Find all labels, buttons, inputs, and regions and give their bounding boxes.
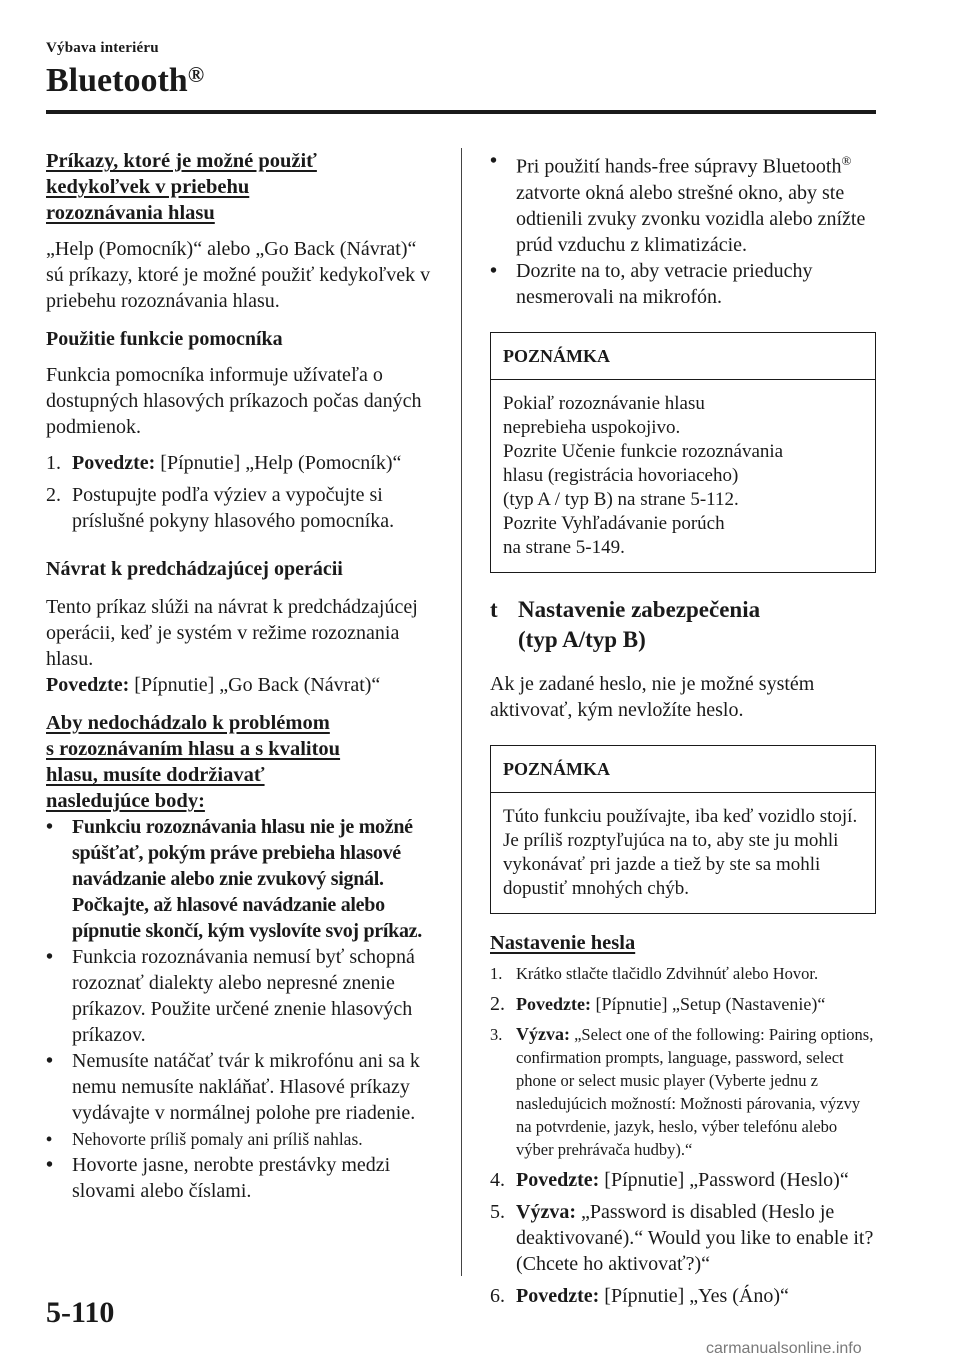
note-heading: POZNÁMKA [491, 746, 875, 793]
list-item: • Dozrite na to, aby vetracie prieduchy nesmerovali na mikrofón. [490, 259, 813, 308]
paragraph-password-intro: Ak je zadané heslo, nie je možné systém aktivovať, kým nevložíte heslo. [490, 672, 815, 721]
header-rule [46, 110, 876, 114]
say-go-back: Povedzte: [Pípnutie] „Go Back (Návrat)“ [46, 674, 381, 696]
step-item: 5. Výzva: „Password is disabled (Heslo je deaktivované).“ Would you like to enable it? (Chcete ho aktivovať?)“ [490, 1200, 874, 1275]
section-marker-icon: t [490, 596, 498, 622]
section-title-security: t Nastavenie zabezpečenia (typ A/typ B) [490, 595, 876, 655]
paragraph-go-back: Tento príkaz slúži na návrat k predchádzajúcej operácii, keď je systém v režime rozoznania hlasu. [46, 596, 418, 670]
page-number: 5-110 [46, 1296, 115, 1329]
column-divider [461, 148, 462, 1276]
note-body: Pokiaľ rozoznávanie hlasu neprebieha uspokojivo. Pozrite Učenie funkcie rozoznávania hlasu (registrácia hovoriaceho) (typ A / typ B) na strane 5-112. Pozrite Vyhľadávanie porúch na strane 5-149. [503, 392, 784, 558]
left-column [46, 148, 438, 1204]
list-item: • Nemusíte natáčať tvár k mikrofónu ani sa k nemu nemusíte nakláňať. Hlasové príkazy vydávajte v normálnej polohe pre riadenie. [46, 1050, 420, 1124]
paragraph-help-function: Funkcia pomocníka informuje užívateľa o dostupných hlasových príkazoch počas daných podmienok. [46, 364, 422, 438]
list-item: • Funkciu rozoznávania hlasu nie je možné spúšťať, pokým práve prebieha hlasové navádzanie alebo znie zvukový signál. Počkajte, až hlasové navádzanie alebo pípnutie skončí, kým vyslovíte svoj príkaz. [46, 816, 422, 942]
step-item: 2. Povedzte: [Pípnutie] „Setup (Nastavenie)“ [490, 992, 826, 1015]
registered-mark: ® [187, 62, 205, 87]
step-item: 6. Povedzte: [Pípnutie] „Yes (Áno)“ [490, 1284, 789, 1307]
list-item: • Pri použití hands-free súpravy Bluetooth® zatvorte okná alebo strešné okno, aby ste odtienili zvuky zvonku vozidla alebo znížte prúd vzduchu z klimatizácie. [490, 150, 866, 256]
heading-voice-problems: Aby nedochádzalo k problémom s rozoznávaním hlasu a s kvalitou hlasu, musíte dodržiavať nasledujúce body: [46, 712, 341, 812]
right-column [490, 148, 876, 1309]
step-item: 3. Výzva: „Select one of the following: Pairing options, confirmation prompts, language, password, select phone or select music player (Vyberte jednu z nasledujúcich možností: Možnosti párovania, výzvy na potvrdenie, jazyk, heslo, výber telefónu alebo výber prehrávača hudby).“ [490, 1023, 874, 1159]
heading-anytime-commands: Príkazy, ktoré je možné použiť kedykoľvek v priebehu rozoznávania hlasu [46, 150, 317, 224]
note-box [490, 745, 876, 914]
voice-tips-list [46, 814, 438, 1204]
heading-go-back: Návrat k predchádzajúcej operácii [46, 558, 343, 580]
section-label: Výbava interiéru [46, 40, 159, 56]
paragraph-help-goback: „Help (Pomocník)“ alebo „Go Back (Návrat)“ sú príkazy, ktoré je možné použiť kedykoľvek v priebehu rozoznávania hlasu. [46, 238, 431, 312]
step-item: 1. Povedzte: [Pípnutie] „Help (Pomocník)“ [46, 452, 402, 474]
step-item: 4. Povedzte: [Pípnutie] „Password (Heslo)“ [490, 1168, 849, 1191]
step-item: 2. Postupujte podľa výziev a vypočujte si príslušné pokyny hlasového pomocníka. [46, 484, 395, 532]
page-title: Bluetooth® [46, 62, 205, 99]
note-heading: POZNÁMKA [491, 333, 875, 380]
watermark: carmanualsonline.info [706, 1340, 862, 1357]
list-item: • Nehovorte príliš pomaly ani príliš nahlas. [46, 1129, 363, 1149]
step-item: 1. Krátko stlačte tlačidlo Zdvihnúť alebo Hovor. [490, 963, 819, 983]
note-box [490, 332, 876, 573]
note-body: Túto funkciu používajte, iba keď vozidlo stojí. Je príliš rozptyľujúca na to, aby ste ju mohli vykonávať pri jazde a tiež by ste sa mohli dopustiť mnohých chýb. [503, 805, 858, 899]
handsfree-tips-list [490, 148, 876, 310]
heading-password-setup: Nastavenie hesla [490, 931, 636, 954]
list-item: • Funkcia rozoznávania nemusí byť schopná rozoznať dialekty alebo nepresné znenie príkazov. Použite určené znenie hlasových príkazov. [46, 946, 415, 1046]
list-item: • Hovorte jasne, nerobte prestávky medzi slovami alebo číslami. [46, 1154, 391, 1202]
heading-help-function: Použitie funkcie pomocníka [46, 328, 283, 350]
